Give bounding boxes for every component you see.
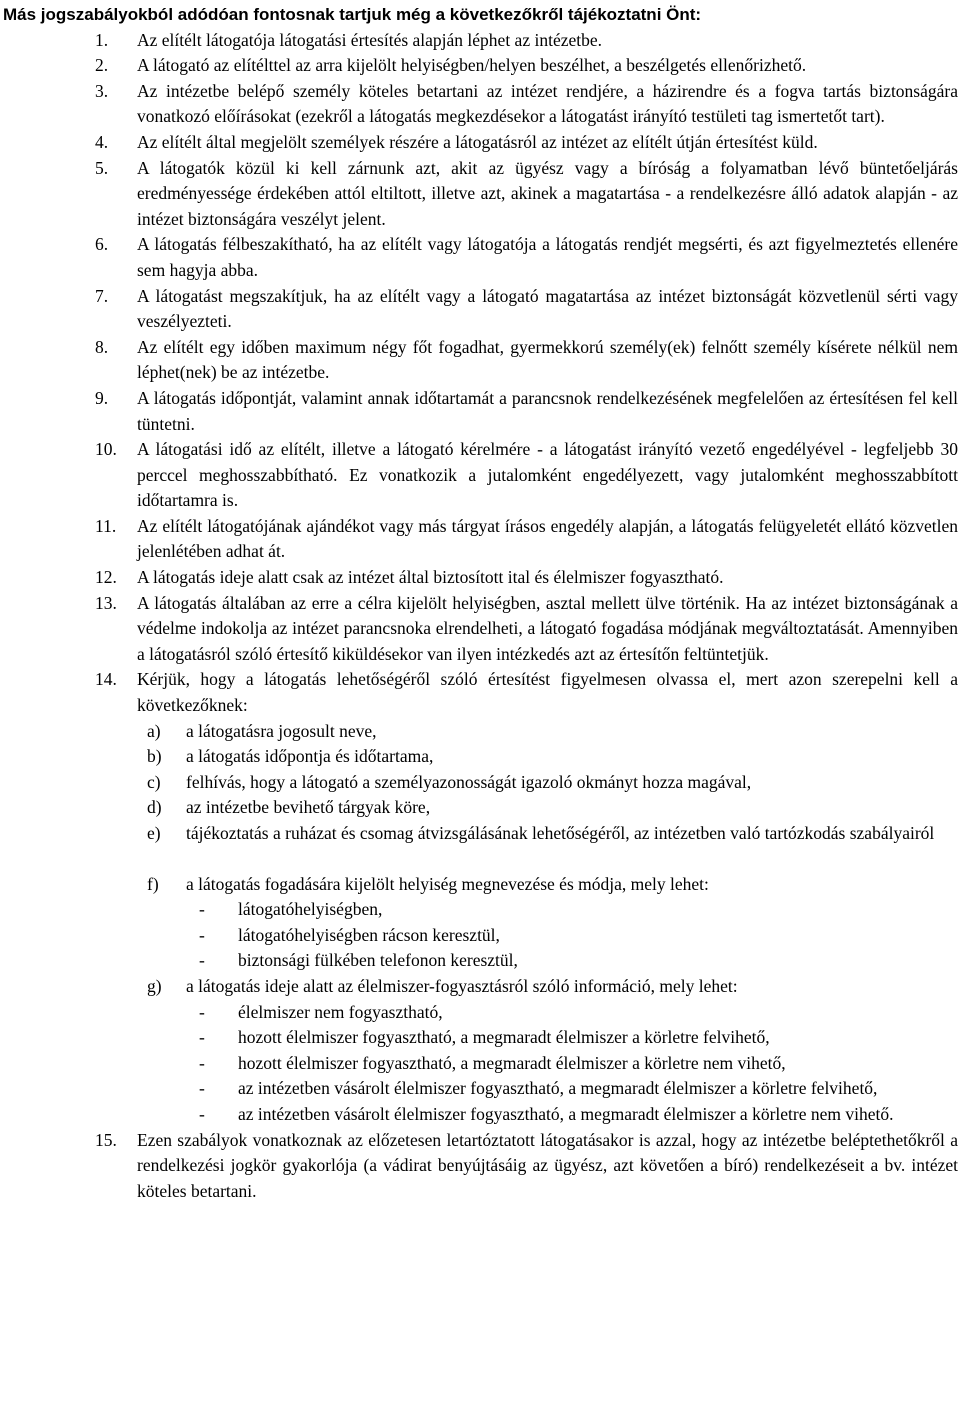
list-item-8	[95, 335, 958, 386]
list-item-7	[95, 284, 958, 335]
item-number: 15.	[95, 1129, 117, 1150]
item-text: Ezen szabályok vonatkoznak az előzetesen letartóztatott látogatásakor is azzal, hogy az intézetbe beléptethetőkről a rendelkezési jogkör gyakorlója (a vádirat benyújtásáig az ügyész, azt követően a bíró) rendelkezéseit a bv. intézet köteles betartani.	[137, 1129, 958, 1201]
dash-mark: -	[199, 924, 205, 945]
item-number: 7.	[95, 285, 109, 306]
dash-item	[199, 1102, 958, 1128]
dash-text: látogatóhelyiségben rácson keresztül,	[238, 924, 500, 945]
list-item-14	[95, 667, 958, 718]
dash-item	[199, 1076, 958, 1102]
item-text: A látogató az elítélttel az arra kijelölt helyiségben/helyen beszélhet, a beszélgetés ellenőrizhető.	[137, 55, 807, 76]
dash-mark: -	[199, 1078, 205, 1099]
sub-item-f	[147, 872, 958, 898]
sub-item-letter: a)	[147, 720, 161, 741]
item-number: 11.	[95, 515, 117, 536]
item-number: 13.	[95, 592, 117, 613]
dash-item	[199, 1051, 958, 1077]
dash-mark: -	[199, 1052, 205, 1073]
item-text: A látogatás ideje alatt csak az intézet által biztosított ital és élelmiszer fogyasztható.	[137, 567, 724, 588]
item-text: Az intézetbe belépő személy köteles betartani az intézet rendjére, a házirendre és a fogva tartás biztonságára vonatkozó előírásokat (ezekről a látogatás megkezdésekor a látogatást irányító testületi tag ismertetőt tart).	[137, 80, 958, 127]
dash-text: az intézetben vásárolt élelmiszer fogyasztható, a megmaradt élelmiszer a körletre felvihető,	[238, 1078, 878, 1099]
dash-text: hozott élelmiszer fogyasztható, a megmaradt élelmiszer a körletre nem vihető,	[238, 1052, 786, 1073]
sub-item-letter: d)	[147, 797, 162, 818]
list-item-13	[95, 591, 958, 668]
item-text: A látogatási idő az elítélt, illetve a látogató kérelmére - a látogatást irányító vezető engedélyével - legfeljebb 30 perccel meghosszabbítható. Ez vonatkozik a jutalomként engedélyezett, vagy jutalomként meghosszabbított időtartamra is.	[137, 439, 958, 511]
dash-text: élelmiszer nem fogyasztható,	[238, 1001, 443, 1022]
sub-item-letter: g)	[147, 975, 162, 996]
item-text: Az elítélt által megjelölt személyek részére a látogatásról az intézet az elítélt útján értesítést küld.	[137, 131, 818, 152]
sub-item-e	[147, 821, 958, 847]
item-text: A látogatást megszakítjuk, ha az elítélt vagy a látogató magatartása az intézet biztonságát közvetlenül sérti vagy veszélyezteti.	[137, 285, 958, 332]
sub-item-letter: b)	[147, 746, 162, 767]
dash-mark: -	[199, 1103, 205, 1124]
list-item-9	[95, 386, 958, 437]
item-text: Az elítélt látogatójának ajándékot vagy más tárgyat írásos engedély alapján, a látogatás felügyeletét ellátó közvetlen jelenlétében adhat át.	[137, 515, 958, 562]
list-item-6	[95, 232, 958, 283]
dash-text: hozott élelmiszer fogyasztható, a megmaradt élelmiszer a körletre felvihető,	[238, 1027, 770, 1048]
item-text: Az elítélt látogatója látogatási értesítés alapján léphet az intézetbe.	[137, 29, 602, 50]
list-item-10	[95, 437, 958, 514]
sub-item-b	[147, 744, 958, 770]
list-item-4	[95, 130, 958, 156]
sub-item-c	[147, 770, 958, 796]
item-text: A látogatás félbeszakítható, ha az elítélt vagy látogatója a látogatás rendjét megsérti, és azt figyelmeztetés ellenére sem hagyja abba.	[137, 234, 958, 280]
item-text: A látogatók közül ki kell zárnunk azt, akit az ügyész vagy a bíróság a folyamatban lévő büntetőeljárás eredményessége érdekében attól eltiltott, illetve azt, akinek a magatartása - a rendelkezésre álló adatok alapján - az intézet biztonságára veszélyt jelent.	[137, 157, 958, 229]
list-item-5	[95, 156, 958, 233]
list-item-2	[95, 53, 958, 79]
sub-item-text: a látogatás ideje alatt az élelmiszer-fogyasztásról szóló információ, mely lehet:	[186, 975, 738, 996]
list-item-15	[95, 1128, 958, 1205]
item-number: 4.	[95, 131, 109, 152]
dash-item	[199, 897, 958, 923]
item-number: 6.	[95, 234, 109, 255]
sub-item-g	[147, 974, 958, 1000]
item-text: A látogatás általában az erre a célra kijelölt helyiségben, asztal mellett ülve történik. Ha az intézet biztonságának a védelme indokolja az intézet parancsnoka elrendelheti, a látogató fogadása módjának megváltoztatását. Amennyiben a látogatásról szóló értesítő kiküldésekor van ilyen intézkedés azt az értesítőn feltüntetjük.	[137, 592, 958, 664]
dash-item	[199, 1025, 958, 1051]
dash-item	[199, 1000, 958, 1026]
sub-item-text: tájékoztatás a ruházat és csomag átvizsgálásának lehetőségéről, az intézetben való tartózkodás szabályairól	[186, 823, 935, 843]
sub-item-letter: e)	[147, 823, 161, 843]
spacer	[0, 847, 958, 872]
item-number: 9.	[95, 387, 109, 408]
item-number: 12.	[95, 567, 117, 588]
sub-item-d	[147, 795, 958, 821]
item-number: 1.	[95, 29, 109, 50]
item-number: 5.	[95, 157, 109, 178]
item-text: Az elítélt egy időben maximum négy főt fogadhat, gyermekkorú személy(ek) felnőtt személy kísérete nélkül nem léphet(nek) be az intézetbe.	[137, 336, 958, 383]
item-text: Kérjük, hogy a látogatás lehetőségéről szóló értesítést figyelmesen olvassa el, mert azon szerepelni kell a következőknek:	[137, 669, 958, 716]
item-number: 3.	[95, 80, 109, 101]
list-item-11	[95, 514, 958, 565]
dash-mark: -	[199, 950, 205, 971]
dash-text: biztonsági fülkében telefonon keresztül,	[238, 950, 518, 971]
item-number: 8.	[95, 336, 109, 357]
dash-item	[199, 923, 958, 949]
item-text: A látogatás időpontját, valamint annak időtartamát a parancsnok rendelkezésének megfelelően az értesítésen fel kell tüntetni.	[137, 387, 958, 434]
dash-item	[199, 948, 958, 974]
document-heading: Más jogszabályokból adódóan fontosnak tartjuk még a következőkről tájékoztatni Önt:	[3, 5, 702, 24]
sub-item-a	[147, 719, 958, 745]
list-item-1	[95, 28, 958, 54]
item-number: 14.	[95, 669, 117, 690]
sub-item-text: a látogatásra jogosult neve,	[186, 720, 377, 741]
sub-item-text: az intézetbe bevihető tárgyak köre,	[186, 797, 431, 818]
sub-item-letter: f)	[147, 873, 159, 894]
dash-text: látogatóhelyiségben,	[238, 899, 383, 920]
list-item-12	[95, 565, 958, 591]
sub-item-text: a látogatás időpontja és időtartama,	[186, 746, 434, 767]
item-number: 10.	[95, 439, 117, 460]
sub-item-text: felhívás, hogy a látogató a személyazonosságát igazoló okmányt hozza magával,	[186, 771, 752, 792]
dash-text: az intézetben vásárolt élelmiszer fogyasztható, a megmaradt élelmiszer a körletre nem vihető.	[238, 1103, 894, 1124]
list-item-3	[95, 79, 958, 130]
dash-mark: -	[199, 1001, 205, 1022]
dash-mark: -	[199, 1027, 205, 1048]
sub-item-text: a látogatás fogadására kijelölt helyiség megnevezése és módja, mely lehet:	[186, 873, 709, 894]
dash-mark: -	[199, 899, 205, 920]
item-number: 2.	[95, 55, 109, 76]
sub-item-letter: c)	[147, 771, 161, 792]
